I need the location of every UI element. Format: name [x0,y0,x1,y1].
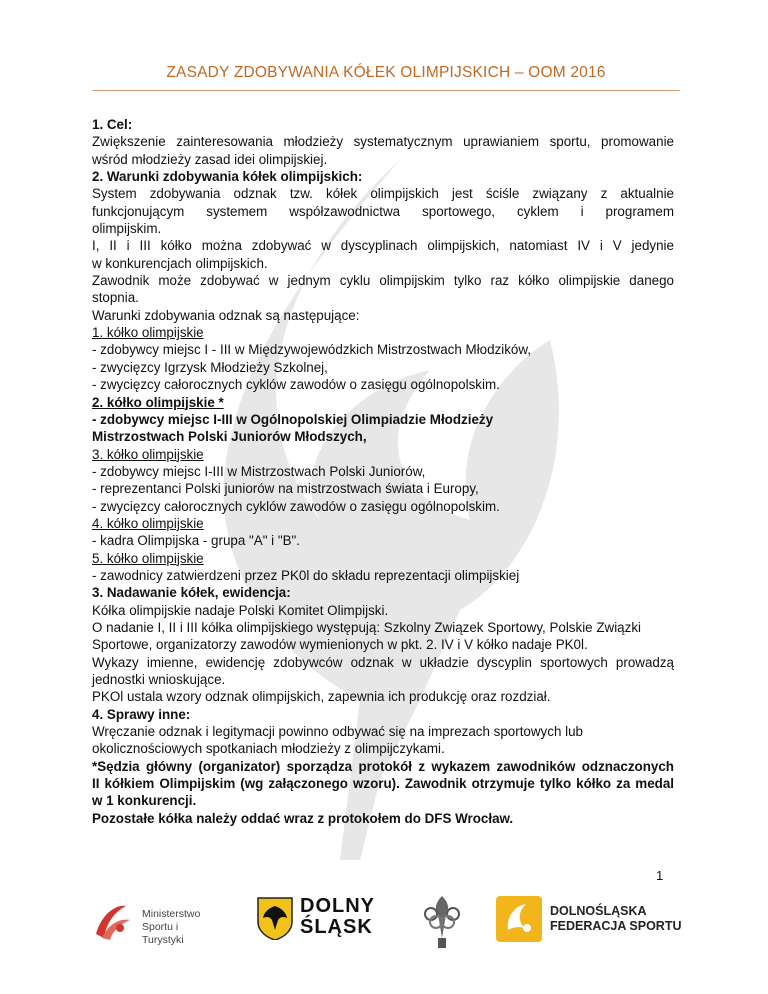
list-item: - kadra Olimpijska - grupa "A" i "B". [92,533,301,549]
section-1-heading: 1. Cel: [92,117,133,132]
ministry-sport-logo [92,898,222,944]
list-item: - zdobywcy miejsc I-III w Ogólnopolskiej Olimpiadzie Młodzieży [92,411,494,427]
text-line: Sportowe, organizatorzy zawodów wymienionych w pkt. 2. IV i V kółko nadaje PK0l. [92,637,588,653]
list-item: - zwycięzcy całorocznych cyklów zawodów o zasięgu ogólnopolskim. [92,498,500,514]
text-line: Zawodnik może zdobywać w jednym cyklu olimpijskim tylko raz kółko olimpijskie danego [92,273,674,289]
dfs-emblem-icon [496,896,542,942]
section-4-heading: 4. Sprawy inne: [92,706,191,722]
eagle-crest-icon [256,896,294,940]
text-line: PKOl ustala wzory odznak olimpijskich, zapewnia ich produkcję oraz rozdział. [92,689,551,705]
dfs-logo [496,894,686,946]
dolny-label: DOLNY [300,895,375,917]
page-number: 1 [656,868,664,883]
document-body [92,116,674,827]
dfs-label-line1: DOLNOŚLĄSKA [550,904,647,918]
olympic-emblem-logo [420,892,464,950]
text-line: II kółkiem Olimpijskim (wg załączonego wzoru). Zawodnik otrzymuje tylko kółko za medal [92,776,674,792]
list-item: - zwycięzcy całorocznych cyklów zawodów o zasięgu ogólnopolskim. [92,377,500,393]
list-item: - zwycięzcy Igrzysk Młodzieży Szkolnej, [92,359,328,375]
list-item: - zdobywcy miejsc I-III w Mistrzostwach Polski Juniorów, [92,463,426,479]
list-item: - zawodnicy zatwierdzeni przez PK0l do składu reprezentacji olimpijskiej [92,567,520,583]
section-2-heading: 2. Warunki zdobywania kółek olimpijskich: [92,169,363,185]
text-line: System zdobywania odznak tzw. kółek olimpijskich jest ściśle związany z aktualnie [92,186,674,202]
text-line: okolicznościowych spotkaniach młodzieży z olimpijczykami. [92,741,445,757]
page-title: ZASADY ZDOBYWANIA KÓŁEK OLIMPIJSKICH – OOM 2016 [166,64,606,81]
list-item: - zdobywcy miejsc I - III w Międzywojewódzkich Mistrzostwach Młodzików, [92,342,532,358]
ring-1-heading: 1. kółko olimpijskie [92,325,204,341]
text-line: Wręczanie odznak i legitymacji powinno odbywać się na imprezach sportowych lub [92,724,583,740]
olympic-torch-icon [420,892,464,950]
text-line: Warunki zdobywania odznak są następujące: [92,307,360,323]
text-line: *Sędzia główny (organizator) sporządza protokół z wykazem zawodników odznaczonych [92,758,674,774]
text-line: olimpijskim. [92,221,162,237]
text-line: stopnia. [92,290,139,306]
text-line: w konkurencjach olimpijskich. [92,255,268,271]
list-item: Mistrzostwach Polski Juniorów Młodszych, [92,429,367,445]
list-item: - reprezentanci Polski juniorów na mistrzostwach świata i Europy, [92,481,479,497]
text-line: w 1 konkurencji. [92,793,197,809]
ministry-label-line2: Sportu i Turystyki [142,921,184,946]
slask-label: ŚLĄSK [300,916,373,938]
text-line: Pozostałe kółka należy oddać wraz z protokołem do DFS Wrocław. [92,810,514,826]
text-line: wśród młodzieży zasad idei olimpijskiej. [92,151,328,167]
footer-logos [0,880,768,950]
ring-3-heading: 3. kółko olimpijskie [92,446,204,462]
ring-5-heading: 5. kółko olimpijskie [92,550,204,566]
text-line: O nadanie I, II i III kółka olimpijskiego występują: Szkolny Związek Sportowy, Polskie Związki [92,619,641,635]
text-line: Wykazy imienne, ewidencję zdobywców odznak w układzie dyscyplin sportowych prowadzą [92,654,674,670]
dfs-label-line2: FEDERACJA SPORTU [550,919,682,933]
header-divider [92,90,680,91]
ring-2-heading: 2. kółko olimpijskie * [92,394,224,410]
dolny-slask-logo [256,894,396,946]
ministry-label-line1: Ministerstwo [142,908,201,920]
text-line: jednostki wnioskujące. [92,672,226,687]
ministry-emblem-icon [92,898,134,944]
text-line: Zwiększenie zainteresowania młodzieży systematycznym uprawianiem sportu, promowanie [92,134,674,150]
ring-4-heading: 4. kółko olimpijskie [92,515,204,531]
text-line: Kółka olimpijskie nadaje Polski Komitet Olimpijski. [92,602,389,618]
section-3-heading: 3. Nadawanie kółek, ewidencja: [92,585,291,601]
text-line: I, II i III kółko można zdobywać w dyscyplinach olimpijskich, natomiast IV i V jedynie [92,238,674,254]
text-line: funkcjonującym systemem współzawodnictwa sportowego, cyklem i programem [92,203,674,219]
